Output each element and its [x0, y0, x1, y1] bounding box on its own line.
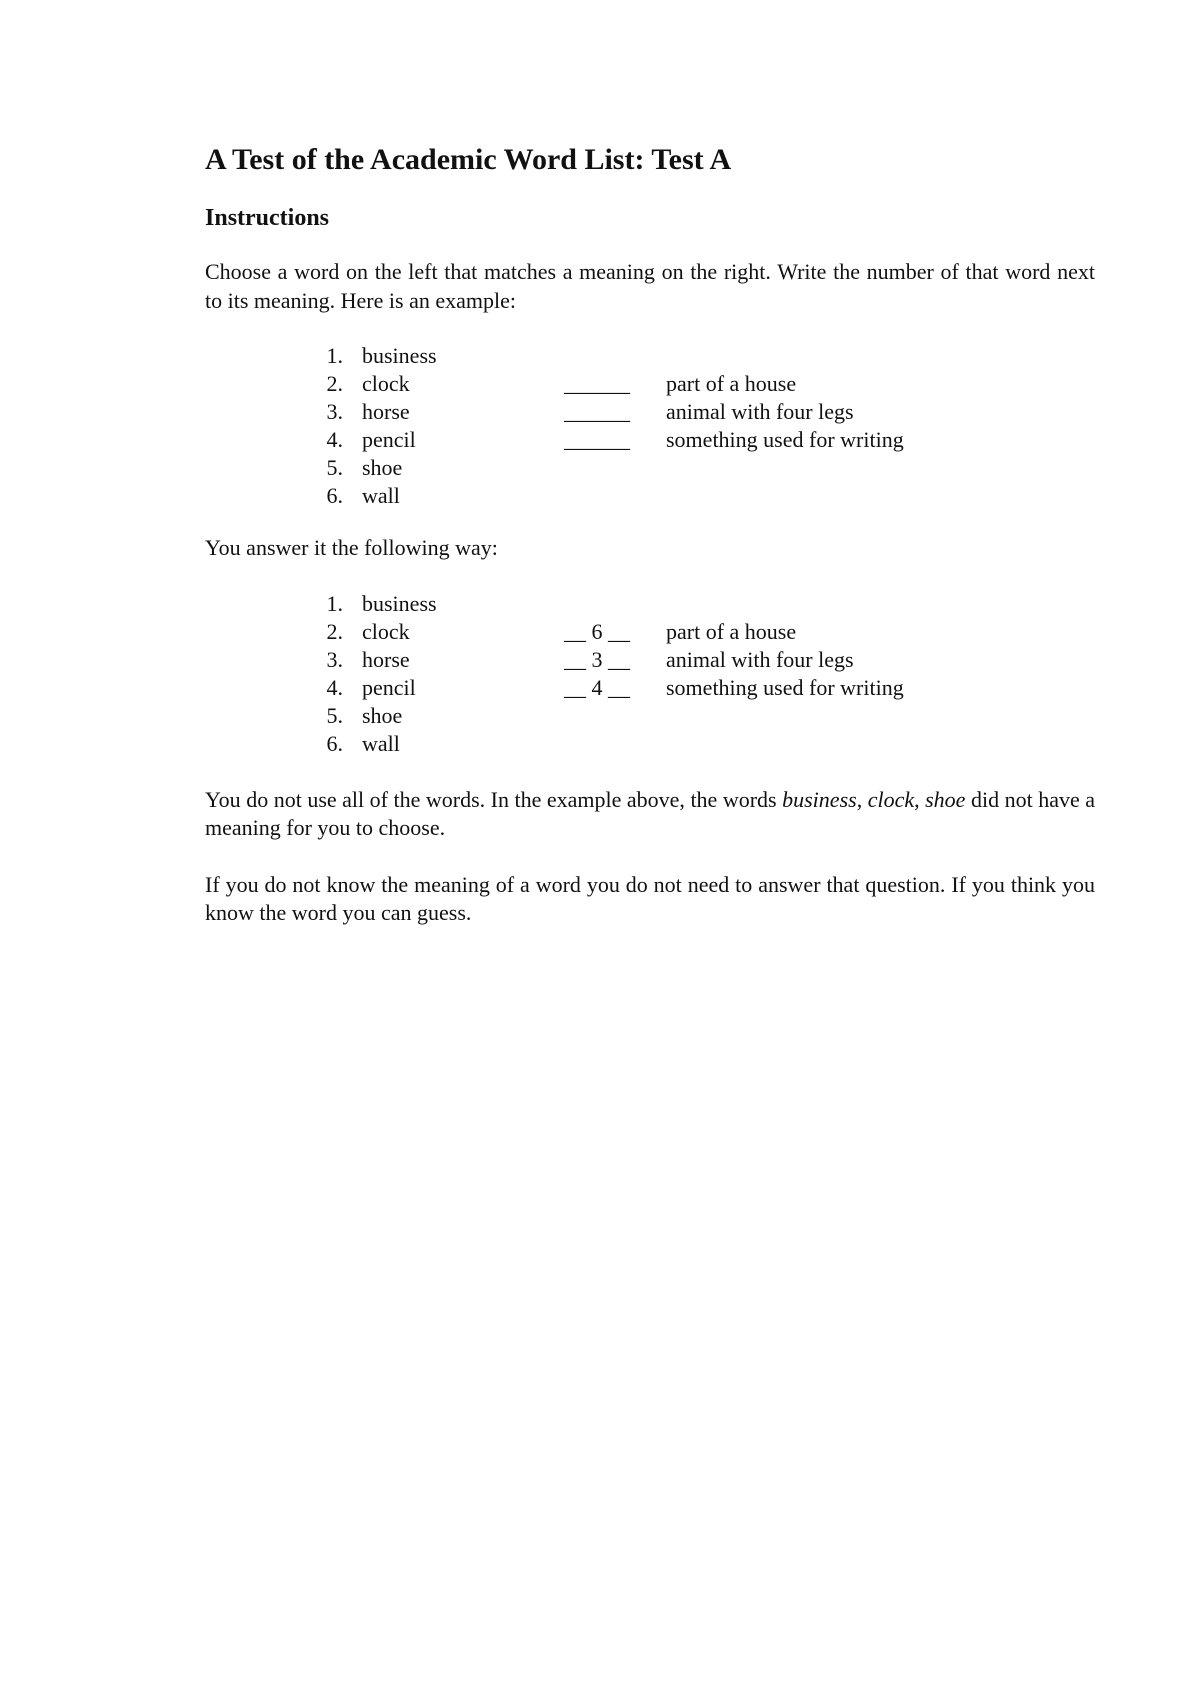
answer-blank: ______: [564, 399, 630, 424]
item-word: business: [362, 343, 437, 368]
table-row: [313, 646, 1095, 674]
item-word: wall: [362, 483, 400, 508]
item-number: 1.: [326, 590, 343, 616]
item-meaning: something used for writing: [666, 674, 904, 700]
unused-word-clock: clock: [867, 786, 915, 812]
item-word: wall: [362, 730, 400, 756]
unused-words-paragraph: [205, 786, 1095, 843]
unused-words-text-start: You do not use all of the words. In the example above, the words: [205, 786, 783, 812]
table-row: [313, 590, 1095, 618]
item-number: 4.: [326, 674, 343, 700]
table-row: [313, 370, 1095, 398]
item-meaning: part of a house: [666, 618, 797, 644]
document-page: [205, 140, 1095, 928]
table-row: [313, 618, 1095, 646]
item-number: 2.: [326, 618, 343, 644]
item-number: 5.: [326, 455, 343, 480]
item-number: 2.: [326, 371, 343, 396]
example-matching-table: [313, 342, 1095, 510]
item-number: 3.: [326, 646, 343, 672]
item-word: shoe: [362, 455, 403, 480]
answer-blank: __ 6 __: [564, 618, 630, 644]
item-word: clock: [362, 371, 410, 396]
item-number: 6.: [326, 730, 343, 756]
guess-paragraph: If you do not know the meaning of a word you do not need to answer that question. If you think you know the word you can guess.: [205, 871, 1095, 925]
item-word: clock: [362, 618, 410, 644]
instructions-heading: Instructions: [205, 205, 330, 231]
item-meaning: animal with four legs: [666, 646, 854, 672]
table-row: [313, 674, 1095, 702]
table-row: [313, 398, 1095, 426]
item-meaning: animal with four legs: [666, 399, 854, 424]
item-word: horse: [362, 646, 410, 672]
item-word: horse: [362, 399, 410, 424]
item-number: 1.: [326, 343, 343, 368]
table-row: [313, 702, 1095, 730]
unused-words-text-end: did not have a meaning for you to choose.: [205, 786, 1096, 840]
table-row: [313, 342, 1095, 370]
unused-word-shoe: shoe: [925, 786, 966, 812]
separator: ,: [856, 786, 868, 812]
table-row: [313, 454, 1095, 482]
unused-word-business: business: [782, 786, 857, 812]
table-row: [313, 426, 1095, 454]
item-number: 5.: [326, 702, 343, 728]
answer-blank: ______: [564, 427, 630, 452]
item-meaning: part of a house: [666, 371, 797, 396]
table-row: [313, 730, 1095, 758]
answered-matching-table: [313, 590, 1095, 758]
item-number: 6.: [326, 483, 343, 508]
answer-blank: __ 3 __: [564, 646, 630, 672]
item-meaning: something used for writing: [666, 427, 904, 452]
table-row: [313, 482, 1095, 510]
item-word: pencil: [362, 427, 416, 452]
answer-instruction: You answer it the following way:: [205, 535, 498, 560]
page-title: A Test of the Academic Word List: Test A: [205, 143, 732, 176]
separator: ,: [914, 786, 926, 812]
instructions-paragraph: Choose a word on the left that matches a meaning on the right. Write the number of that word next to its meaning. Here is an example:: [205, 259, 1095, 313]
item-word: pencil: [362, 674, 416, 700]
item-word: business: [362, 590, 437, 616]
answer-blank: __ 4 __: [564, 674, 630, 700]
item-number: 4.: [326, 427, 343, 452]
item-word: shoe: [362, 702, 403, 728]
answer-blank: ______: [564, 371, 630, 396]
item-number: 3.: [326, 399, 343, 424]
